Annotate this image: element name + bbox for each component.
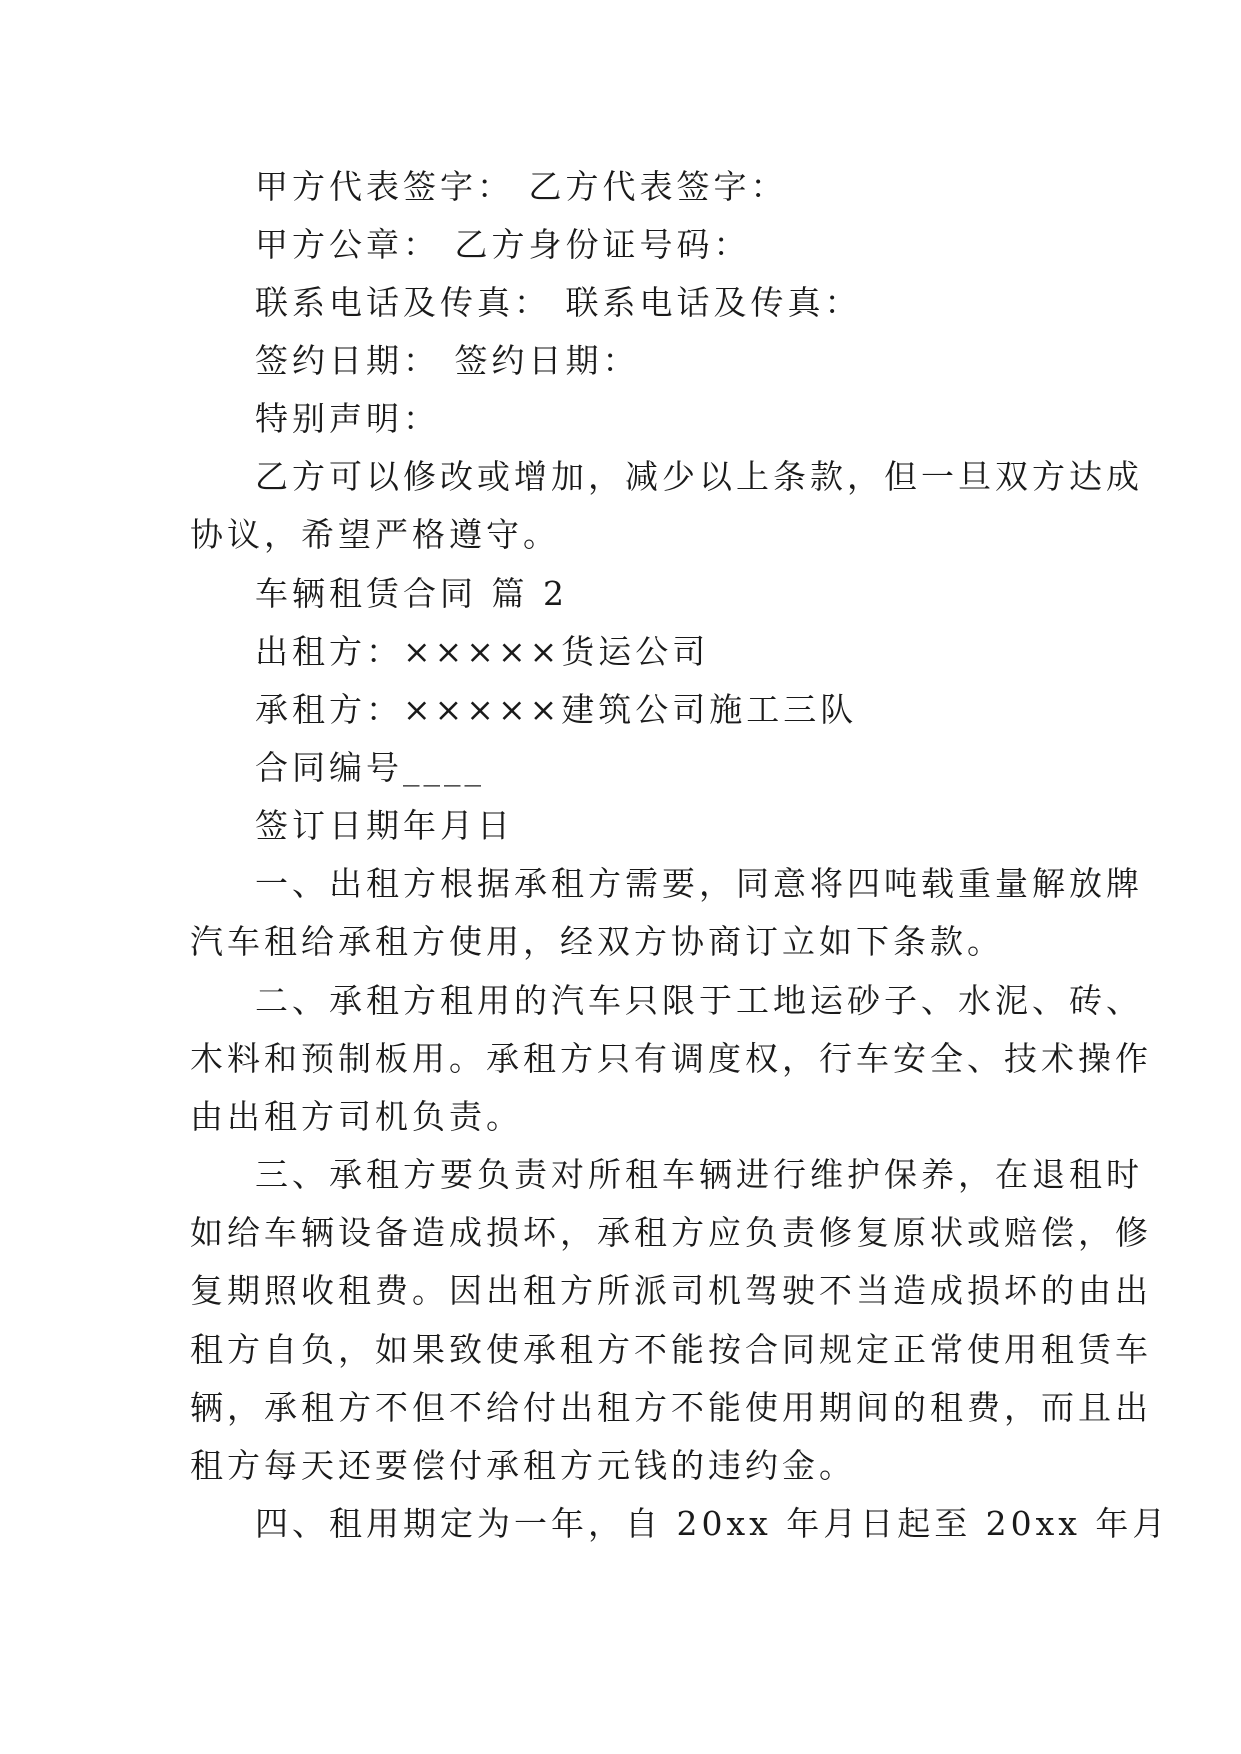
contract-section-title: 车辆租赁合同 篇 2 xyxy=(255,574,568,613)
clause-3-line: 三、承租方要负责对所租车辆进行维护保养，在退租时 xyxy=(255,1155,1143,1194)
special-statement-text-line: 协议，希望严格遵守。 xyxy=(190,515,560,554)
signature-line-contact: 联系电话及传真： 联系电话及传真： xyxy=(255,283,862,322)
signature-line-seal-id: 甲方公章： 乙方身份证号码： xyxy=(255,225,751,264)
clause-3-line: 如给车辆设备造成损坏，承租方应负责修复原状或赔偿，修 xyxy=(190,1213,1152,1252)
clause-3-line: 租方自负，如果致使承租方不能按合同规定正常使用租赁车 xyxy=(190,1330,1152,1369)
signature-line-representatives: 甲方代表签字： 乙方代表签字： xyxy=(255,167,788,206)
lessee-line: 承租方：×××××建筑公司施工三队 xyxy=(255,690,858,729)
clause-1-line: 一、出租方根据承租方需要，同意将四吨载重量解放牌 xyxy=(255,864,1143,903)
clause-2-line: 木料和预制板用。承租方只有调度权，行车安全、技术操作 xyxy=(190,1039,1152,1078)
clause-3-line: 租方每天还要偿付承租方元钱的违约金。 xyxy=(190,1446,856,1485)
clause-3-line: 复期照收租费。因出租方所派司机驾驶不当造成损坏的由出 xyxy=(190,1271,1152,1310)
signature-line-date: 签约日期： 签约日期： xyxy=(255,341,640,380)
clause-2-line: 二、承租方租用的汽车只限于工地运砂子、水泥、砖、 xyxy=(255,981,1143,1020)
clause-3-line: 辆，承租方不但不给付出租方不能使用期间的租费，而且出 xyxy=(190,1388,1152,1427)
clause-2-line: 由出租方司机负责。 xyxy=(190,1097,523,1136)
special-statement-text-line: 乙方可以修改或增加，减少以上条款，但一旦双方达成 xyxy=(255,457,1143,496)
lessor-line: 出租方：×××××货运公司 xyxy=(255,632,710,671)
contract-number-line: 合同编号____ xyxy=(255,748,485,787)
special-statement-heading: 特别声明： xyxy=(255,399,440,438)
clause-1-line: 汽车租给承租方使用，经双方协商订立如下条款。 xyxy=(190,922,1004,961)
clause-4-line: 四、租用期定为一年，自 20xx 年月日起至 20xx 年月 xyxy=(255,1504,1170,1543)
signing-date-line: 签订日期年月日 xyxy=(255,806,514,845)
